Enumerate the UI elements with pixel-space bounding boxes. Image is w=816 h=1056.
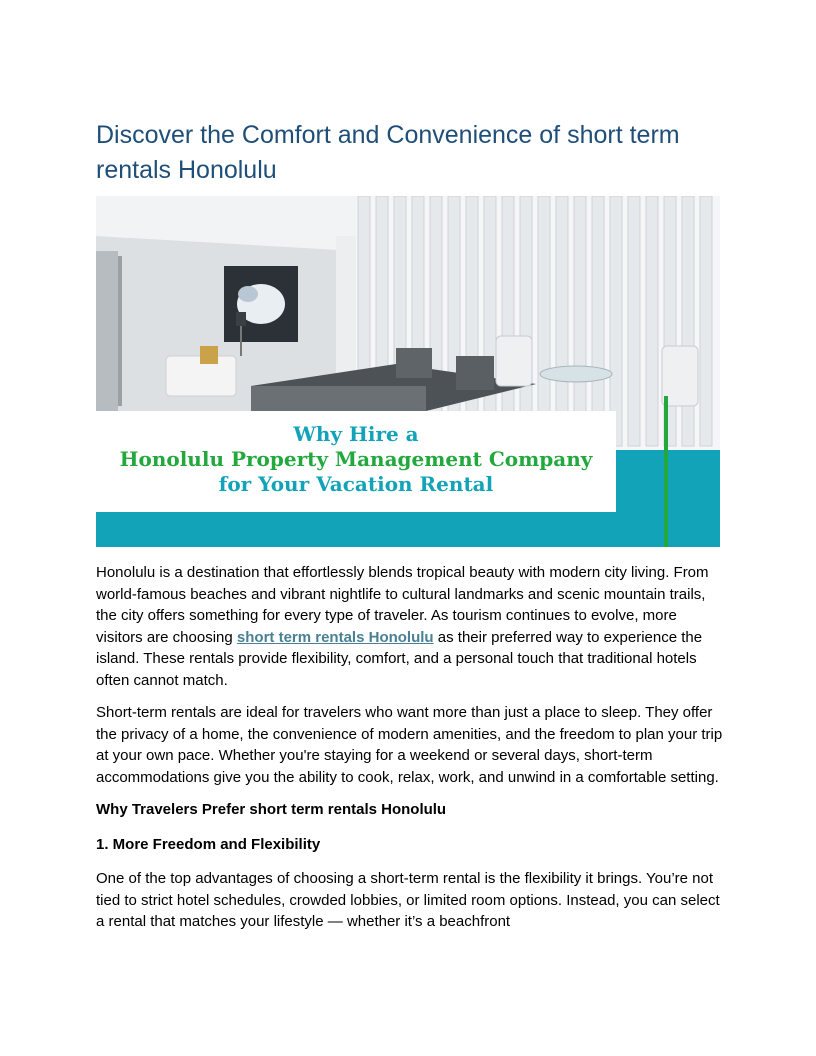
- article-body: [96, 562, 724, 944]
- banner-caption: [96, 422, 616, 497]
- paragraph-intro-end: as their preferred way to experience the island. These rentals provide flexibility, comfort, and a personal touch that traditional hotels often cannot match.: [96, 628, 703, 689]
- hero-image: [96, 196, 720, 547]
- banner-line-1: Why Hire a: [293, 422, 419, 446]
- paragraph-intro: [96, 562, 724, 691]
- banner-line-3: for Your Vacation Rental: [218, 472, 494, 496]
- paragraph-short-term: Short-term rentals are ideal for travelers who want more than just a place to sleep. They offer the privacy of a home, the convenience of modern amenities, and the freedom to plan your trip at your own pace. Whether you're staying for a weekend or several days, short-term accommodations give you the ability to cook, relax, work, and unwind in a comfortable setting.: [96, 704, 723, 786]
- section-heading: Why Travelers Prefer short term rentals Honolulu: [96, 801, 447, 818]
- paragraph-flexibility: One of the top advantages of choosing a short-term rental is the flexibility it brings. You’re not tied to strict hotel schedules, crowded lobbies, or limited room options. Instead, you can select a rental that matches your lifestyle — whether it’s a beachfront: [96, 870, 720, 930]
- short-term-rentals-link[interactable]: short term rentals Honolulu: [236, 628, 434, 646]
- paragraph-intro-start: Honolulu is a destination that effortlessly blends tropical beauty with modern city living. From world-famous beaches and vibrant nightlife to cultural landmarks and scenic mountain trails, the city offers something for every type of traveler. As tourism continues to evolve, more visitors are choosing: [96, 564, 709, 646]
- banner-line-2: Honolulu Property Management Company: [119, 447, 593, 471]
- subsection-heading: 1. More Freedom and Flexibility: [96, 835, 321, 853]
- page-title: Discover the Comfort and Convenience of short term rentals Honolulu: [96, 121, 680, 184]
